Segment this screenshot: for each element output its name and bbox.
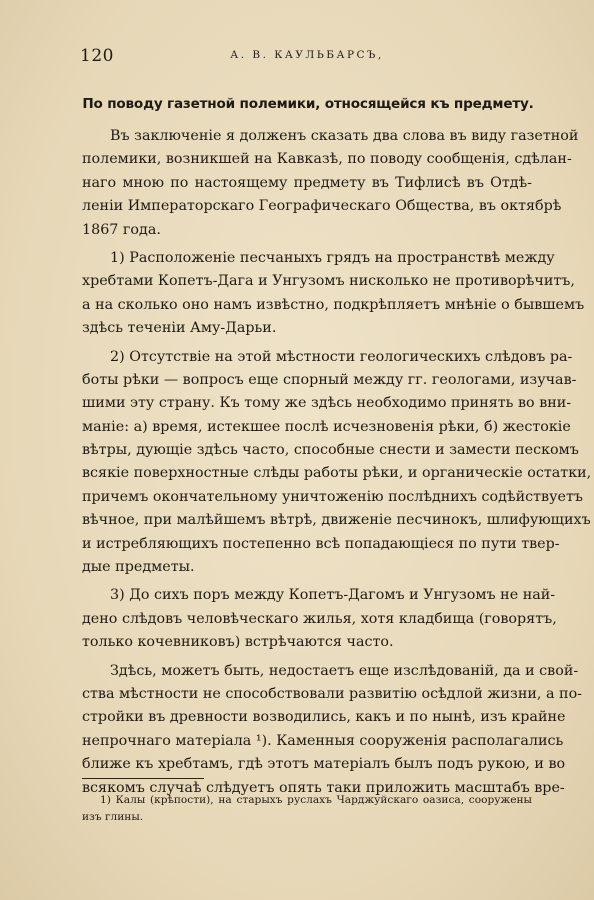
text-line: наго мною по настоящему предмету въ Тифлисѣ въ Отдѣ- bbox=[82, 174, 532, 191]
text-line: всякіе поверхностные слѣды работы рѣки, и органическіе остатки, bbox=[82, 465, 592, 482]
text-line: 1) Расположеніе песчаныхъ грядъ на пространствѣ между bbox=[110, 249, 555, 266]
text-line: всякомъ случаѣ слѣдуетъ опять таки приложить масштабъ вре- bbox=[82, 779, 565, 796]
running-head: А. В. КАУЛЬБАРСЪ, bbox=[230, 49, 384, 61]
text-line: 2) Отсутствіе на этой мѣстности геологическихъ слѣдовъ ра- bbox=[110, 348, 573, 365]
text-line: 1867 года. bbox=[82, 221, 161, 238]
text-line: маніе: а) время, истекшее послѣ исчезновенія рѣки, б) жестокіе bbox=[82, 418, 571, 435]
text-line: Въ заключеніе я долженъ сказать два слова въ виду газетной bbox=[110, 128, 579, 144]
footnote-line: изъ глины. bbox=[82, 811, 144, 823]
footnote-divider bbox=[82, 778, 204, 779]
text-line: вѣтры, дующіе здѣсь часто, способные снести и замести пескомъ bbox=[82, 442, 579, 459]
text-line: дено слѣдовъ человѣческаго жилья, хотя кладбища (говорятъ, bbox=[82, 610, 557, 627]
footnote bbox=[82, 792, 532, 826]
text-line: леніи Императорскаго Географическаго Общества, въ октябрѣ bbox=[82, 198, 562, 215]
text-line: и истребляющихъ постепенно всѣ попадающіеся по пути твер- bbox=[82, 535, 560, 552]
page-header bbox=[80, 46, 534, 72]
text-line: непрочнаго матеріала ¹). Каменныя сооруженія располагались bbox=[82, 732, 564, 749]
text-line: причемъ окончательному уничтоженію послѣднихъ содѣйствуетъ bbox=[82, 488, 583, 505]
text-line: стройки въ древности возводились, какъ и по нынѣ, изъ крайне bbox=[82, 709, 566, 726]
body-text bbox=[82, 125, 592, 800]
text-line: боты рѣки — вопросъ еще спорный между гг. геологами, изучав- bbox=[82, 371, 577, 388]
text-line: а на сколько оно намъ извѣстно, подкрѣпляетъ мнѣніе о бывшемъ bbox=[82, 296, 585, 313]
section-title: По поводу газетной полемики, относящейся къ предмету. bbox=[82, 96, 534, 112]
text-line: ближе къ хребтамъ, гдѣ этотъ матеріалъ былъ подъ рукою, и во bbox=[82, 756, 566, 773]
text-line: полемики, возникшей на Кавказѣ, по поводу сообщенія, сдѣлан- bbox=[82, 151, 572, 168]
text-line: вѣчное, при малѣйшемъ вѣтрѣ, движеніе песчинокъ, шлифующихъ bbox=[82, 512, 591, 529]
text-line: только кочевниковъ) встрѣчаются часто. bbox=[82, 634, 394, 651]
footnote-line: 1) Калы (крѣпости), на старыхъ руслахъ Чарджуйскаго оазиса, сооружены bbox=[100, 794, 532, 806]
text-line: дые предметы. bbox=[82, 559, 195, 576]
page-number: 120 bbox=[80, 46, 114, 66]
text-line: ства мѣстности не способствовали развитію осѣдлой жизни, а по- bbox=[82, 685, 583, 702]
text-line: 3) До сихъ поръ между Копетъ-Дагомъ и Унгузомъ не най- bbox=[110, 587, 556, 604]
text-line: шими эту страну. Къ тому же здѣсь необходимо принять во вни- bbox=[82, 395, 572, 412]
text-line: здѣсь теченіи Аму-Дарьи. bbox=[82, 320, 277, 337]
text-line: Здѣсь, можетъ быть, недостаетъ еще изслѣдованій, да и свой- bbox=[110, 662, 579, 679]
text-line: хребтами Копетъ-Дага и Унгузомъ нисколько не противорѣчитъ, bbox=[82, 273, 575, 290]
